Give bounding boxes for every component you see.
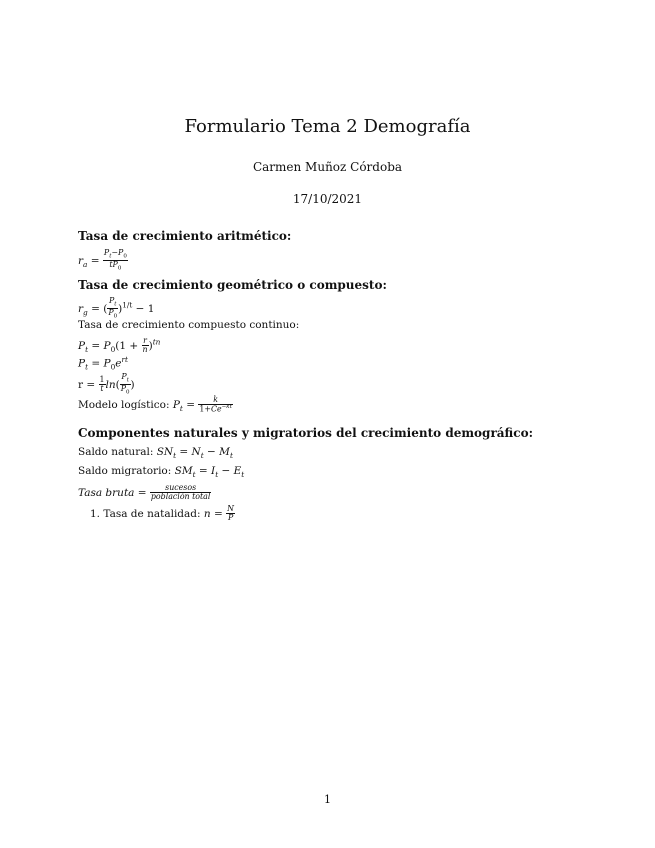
list-item-marker: 1. [90, 507, 101, 520]
section-heading-arithmetic: Tasa de crecimiento aritmético: [78, 229, 292, 243]
document-date: 17/10/2021 [292, 192, 363, 206]
page-number: 1 [324, 793, 331, 806]
section-heading-geometric: Tasa de crecimiento geométrico o compuesto: [78, 278, 387, 292]
natural-label: Saldo natural: [78, 446, 154, 458]
natality-label: Tasa de natalidad: [103, 507, 201, 520]
formula-logistic: Modelo logístico: $P_t$ = $\frac{k}{1+Ce^{-kt}}$ [78, 395, 232, 414]
population-label: población total [150, 492, 211, 502]
formula-log-rate: r = $\frac{1}{t}$ ln( $\frac{P_t}{P_0}$ ) [78, 372, 135, 396]
formula-arithmetic-rate: $r_a$ = $\frac{P_t-P_0}{tP_0}$ [78, 248, 127, 272]
formula-exponential: $P_t = P_0e^{rt}$ [78, 355, 128, 372]
migratory-label: Saldo migratorio: [78, 465, 172, 477]
formula-geometric-rate: $r_g$ = ( $\frac{P_t}{P_0}$ )$^{1/t}$ − 1 [78, 296, 155, 320]
formula-migratory-balance: Saldo migratorio: $SM_t = I_t - E_t$ [78, 465, 245, 480]
continuous-rate-label: Tasa de crecimiento compuesto continuo: [78, 319, 300, 331]
formula-crude-rate: Tasa bruta = $\frac{\text{sucesos}}{\text{población total}}$ [78, 483, 211, 502]
formula-natural-balance: Saldo natural: $SN_t = N_t - M_t$ [78, 446, 233, 461]
crude-rate-label: Tasa bruta [78, 486, 135, 499]
events-label: sucesos [165, 483, 197, 492]
logistic-label: Modelo logístico: [78, 399, 170, 412]
formula-compound: $P_t = P_0(1$ + $\frac{r}{n}$ )$^{tn}$ [78, 336, 161, 355]
list-item-natality: 1. Tasa de natalidad: n = $\frac{N}{P}$ [90, 504, 235, 523]
document-author: Carmen Muñoz Córdoba [252, 160, 403, 174]
section-heading-components: Componentes naturales y migratorios del crecimiento demográfico: [78, 426, 534, 440]
document-title: Formulario Tema 2 Demografía [184, 116, 471, 137]
